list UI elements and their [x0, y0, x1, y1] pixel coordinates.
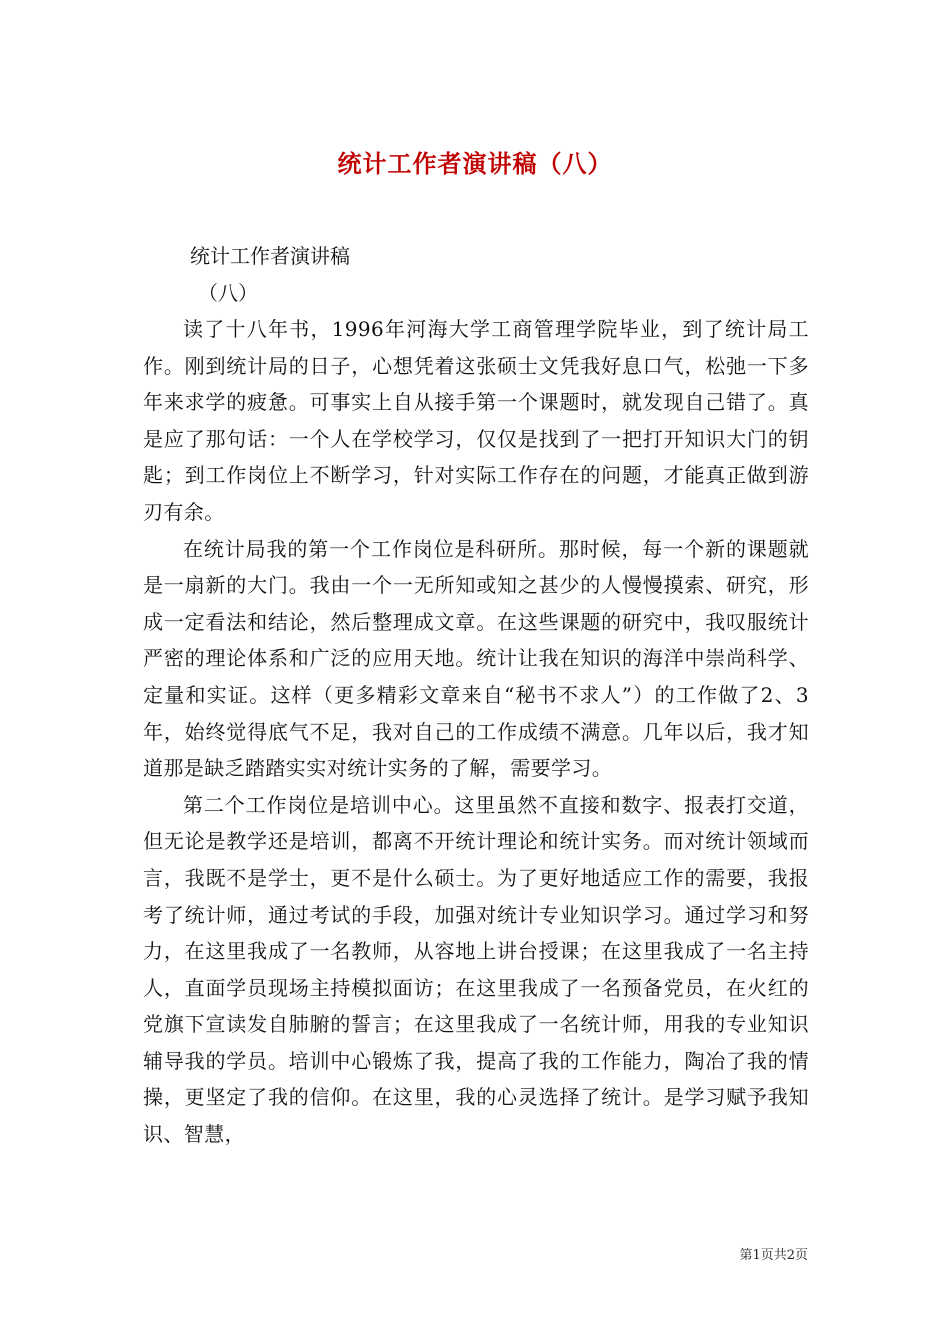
body-text	[143, 311, 809, 1153]
page-title: 统计工作者演讲稿（八）	[337, 149, 613, 179]
paragraph: 在统计局我的第一个工作岗位是科研所。那时候，每一个新的课题就是一扇新的大门。我由一个一无所知或知之甚少的人慢慢摸索、研究，形成一定看法和结论，然后整理成文章。在这些课题的研究中，我叹服统计严密的理论体系和广泛的应用天地。统计让我在知识的海洋中崇尚科学、定量和实证。这样（更多精彩文章来自“秘书不求人”）的工作做了2、3年，始终觉得底气不足，我对自己的工作成绩不满意。几年以后，我才知道那是缺乏踏踏实实对统计实务的了解，需要学习。	[143, 536, 809, 781]
paragraph: 第二个工作岗位是培训中心。这里虽然不直接和数字、报表打交道，但无论是教学还是培训，都离不开统计理论和统计实务。而对统计领域而言，我既不是学士，更不是什么硕士。为了更好地适应工作的需要，我报考了统计师，通过考试的手段，加强对统计专业知识学习。通过学习和努力，在这里我成了一名教师，从容地上讲台授课；在这里我成了一名主持人，直面学员现场主持模拟面访；在这里我成了一名预备党员，在火红的党旗下宣读发自肺腑的誓言；在这里我成了一名统计师，用我的专业知识辅导我的学员。培训中心锻炼了我，提高了我的工作能力，陶冶了我的情操，更坚定了我的信仰。在这里，我的心灵选择了统计。是学习赋予我知识、智慧，	[143, 792, 809, 1147]
page-number: 第1页共2页	[739, 1248, 808, 1263]
speech-subheading: （八）	[198, 281, 258, 305]
paragraph: 读了十八年书，1996年河海大学工商管理学院毕业，到了统计局工作。刚到统计局的日子，心想凭着这张硕士文凭我好息口气，松弛一下多年来求学的疲惫。可事实上自从接手第一个课题时，就发现自己错了。真是应了那句话：一个人在学校学习，仅仅是找到了一把打开知识大门的钥匙；到工作岗位上不断学习，针对实际工作存在的问题，才能真正做到游刃有余。	[143, 317, 809, 524]
speech-heading: 统计工作者演讲稿	[190, 244, 350, 268]
